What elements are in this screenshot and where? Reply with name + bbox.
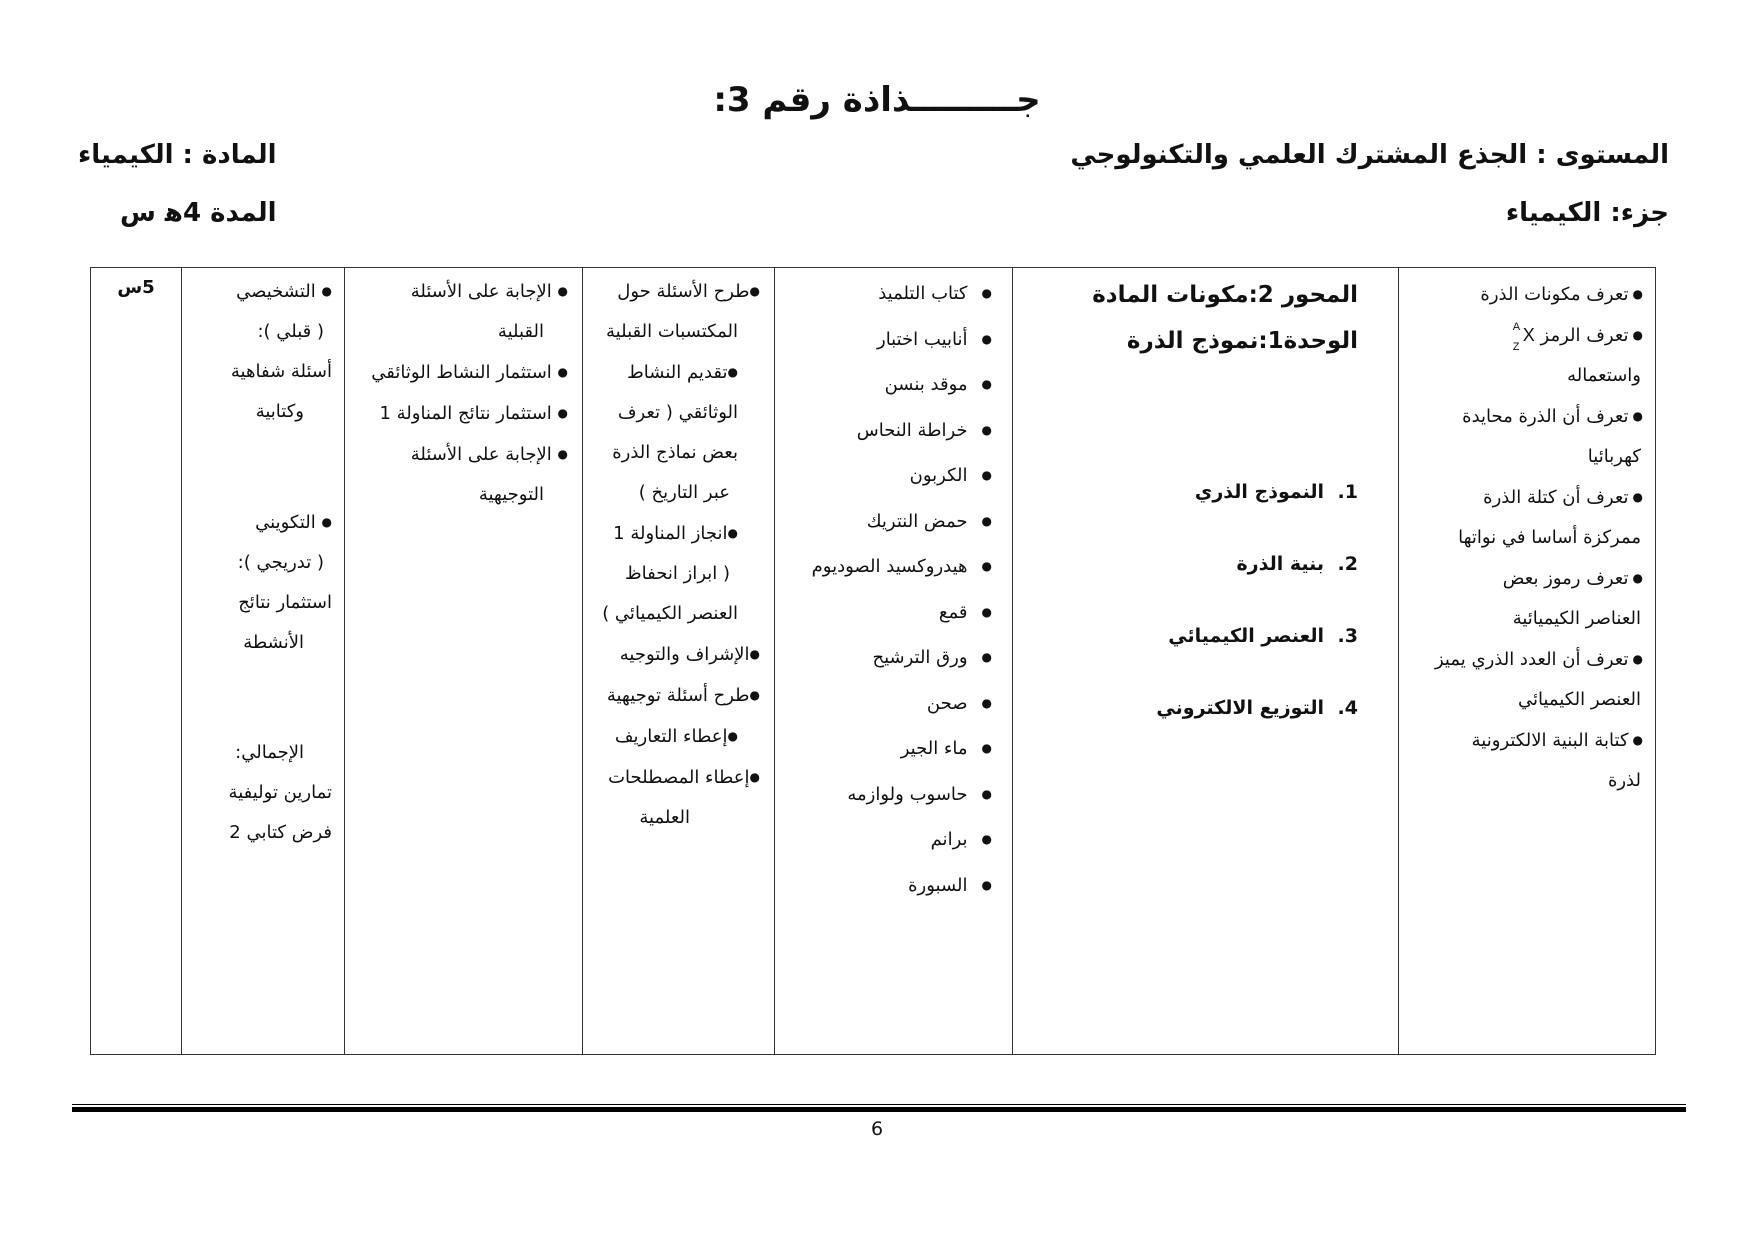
level-label: المستوى : الجذع المشترك العلمي والتكنولوجي [1070, 140, 1669, 170]
evaluation-cell [182, 268, 345, 1055]
bullet-icon: ● [749, 770, 760, 784]
teacher-line: ●طرح الأسئلة حول [617, 281, 760, 302]
footer-rule [72, 1107, 1686, 1112]
bullet-icon: ● [981, 331, 992, 346]
bullet-icon: ● [321, 284, 332, 298]
unit-title: الوحدة1:نموذج الذرة [1126, 328, 1358, 354]
bullet-icon: ● [557, 284, 568, 298]
objective-item: ●تعرف أن كتلة الذرة ممركزة أساسا في نواتها [1458, 487, 1643, 548]
bullet-icon: ● [749, 688, 760, 702]
bullet-icon: ● [981, 377, 992, 391]
tool-item: ●برانم [930, 829, 992, 850]
eval-line: أسئلة شفاهية [230, 361, 332, 382]
bullet-icon: ● [1632, 652, 1643, 666]
learner-line: القبلية [497, 321, 544, 342]
bullet-icon: ● [1632, 733, 1643, 747]
learner-line: ● الإجابة على الأسئلة [410, 444, 568, 465]
objective-item: ●تعرف الرمز A Z X واستعماله [1512, 321, 1643, 386]
learner-activities [345, 268, 582, 515]
bullet-icon: ● [981, 786, 992, 801]
lesson-list [1025, 456, 1358, 744]
axis-title: المحور 2:مكونات المادة [1092, 282, 1358, 308]
eval-line: وكتابية [255, 401, 304, 422]
eval-diagnostic-title: ● التشخيصي [236, 281, 332, 302]
teacher-line: ●انجاز المناولة 1 [613, 523, 738, 544]
bullet-icon: ● [981, 650, 992, 664]
teacher-line: ( ابراز انحفاظ [625, 563, 730, 584]
eval-formative-title: ● التكويني [255, 512, 332, 533]
teacher-line: ●تقديم النشاط [627, 362, 738, 383]
bullet-icon: ● [981, 559, 992, 573]
tool-item: ●ورق الترشيح [872, 647, 992, 668]
lesson-item: 3.العنصر الكيميائي [1168, 625, 1358, 647]
teacher-line: عبر التاريخ ) [638, 482, 730, 503]
lesson-item: 4.التوزيع الالكتروني [1156, 697, 1358, 719]
objective-item: ●تعرف رموز بعض العناصر الكيميائية [1502, 568, 1643, 629]
lesson-plan-table [90, 267, 1656, 1055]
eval-summative-title: الإجمالي: [235, 742, 304, 763]
objectives-list [1399, 268, 1655, 801]
part-label: جزء: الكيمياء [1505, 198, 1669, 228]
bullet-icon: ● [727, 365, 738, 379]
objectives-cell [1399, 268, 1656, 1055]
bullet-icon: ● [749, 284, 760, 298]
eval-line: استثمار نتائج [238, 592, 332, 613]
duration-cell: 5س [91, 268, 182, 1055]
tools-cell [775, 268, 1013, 1055]
subject-label: المادة : الكيمياء [78, 140, 277, 170]
teacher-line: المكتسبات القبلية [606, 321, 738, 342]
teacher-line: العلمية [639, 807, 690, 828]
bullet-icon: ● [727, 729, 738, 743]
bullet-icon: ● [749, 647, 760, 661]
learner-line: ● استثمار نتائج المناولة 1 [379, 403, 568, 424]
evaluation [182, 268, 344, 853]
tool-item: ●هيدروكسيد الصوديوم [811, 556, 992, 577]
tool-item: ●صحن [926, 692, 992, 714]
teacher-line: ●إعطاء المصطلحات [608, 767, 760, 788]
objective-item: ●تعرف أن العدد الذري يميز العنصر الكيميائي [1434, 649, 1643, 710]
lesson-item: 2.بنية الذرة [1236, 553, 1358, 575]
tool-item: ●أنابيب اختبار [877, 328, 992, 350]
teacher-activities [583, 268, 774, 838]
learner-line: ● استثمار النشاط الوثائقي [371, 362, 568, 383]
bullet-icon: ● [981, 877, 992, 892]
bullet-icon: ● [727, 526, 738, 540]
tool-item: ●حمض النتريك [866, 510, 992, 532]
learner-line: ● الإجابة على الأسئلة [410, 281, 568, 302]
learner-line: التوجيهية [478, 484, 544, 505]
bullet-icon: ● [321, 515, 332, 529]
bullet-icon: ● [1632, 409, 1643, 423]
objective-item: ●كتابة البنية الالكترونية لذرة [1471, 730, 1643, 791]
tool-item: ●ماء الجير [900, 738, 992, 759]
bullet-icon: ● [981, 741, 992, 755]
bullet-icon: ● [981, 604, 992, 619]
teacher-line: بعض نماذج الذرة [612, 442, 738, 463]
content-cell [1013, 268, 1399, 1055]
teacher-line: العنصر الكيميائي ) [602, 603, 738, 624]
bullet-icon: ● [981, 513, 992, 528]
bullet-icon: ● [981, 832, 992, 846]
atom-symbol: A Z X [1512, 321, 1535, 353]
bullet-icon: ● [557, 365, 568, 379]
bullet-icon: ● [981, 695, 992, 710]
eval-line: فرض كتابي 2 [229, 822, 332, 843]
eval-line: تمارين توليفية [228, 782, 332, 803]
tool-item: ●الكربون [909, 465, 992, 486]
bullet-icon: ● [1632, 490, 1643, 504]
teacher-activities-cell [583, 268, 775, 1055]
tools-list [775, 268, 1012, 908]
eval-line: ( قبلي ): [257, 321, 324, 342]
tool-item: ●السبورة [908, 874, 992, 896]
duration-label: المدة 4ﻫ س [120, 198, 277, 228]
tool-item: ●كتاب التلميذ [878, 283, 992, 304]
tool-item: ●خراطة النحاس [856, 419, 992, 441]
sheet-title: جـــــــــذاذة رقم 3: [713, 80, 1041, 120]
bullet-icon: ● [981, 422, 992, 437]
bullet-icon: ● [1632, 571, 1643, 585]
teacher-line: الوثائقي ( تعرف [617, 402, 738, 423]
tool-item: ●قمع [938, 601, 992, 623]
bullet-icon: ● [981, 286, 992, 300]
eval-line: الأنشطة [243, 632, 304, 653]
bullet-icon: ● [557, 406, 568, 420]
bullet-icon: ● [981, 468, 992, 482]
objective-item: ●تعرف مكونات الذرة [1480, 284, 1643, 305]
tool-item: ●حاسوب ولوازمه [847, 783, 992, 805]
bullet-icon: ● [1632, 287, 1643, 301]
lesson-item: 1.النموذج الذري [1194, 481, 1358, 503]
tool-item: ●موقد بنسن [884, 374, 992, 395]
objective-item: ●تعرف أن الذرة محايدة كهربائيا [1462, 406, 1643, 467]
footer-rule-thin [72, 1104, 1686, 1105]
teacher-line: ●طرح أسئلة توجيهية [606, 685, 760, 706]
teacher-line: ●الإشراف والتوجيه [619, 644, 760, 665]
teacher-line: ●إعطاء التعاريف [614, 726, 738, 747]
bullet-icon: ● [557, 447, 568, 461]
bullet-icon: ● [1632, 328, 1643, 342]
page-number: 6 [870, 1118, 884, 1140]
eval-line: ( تدريجي ): [237, 552, 324, 573]
learner-activities-cell [345, 268, 583, 1055]
